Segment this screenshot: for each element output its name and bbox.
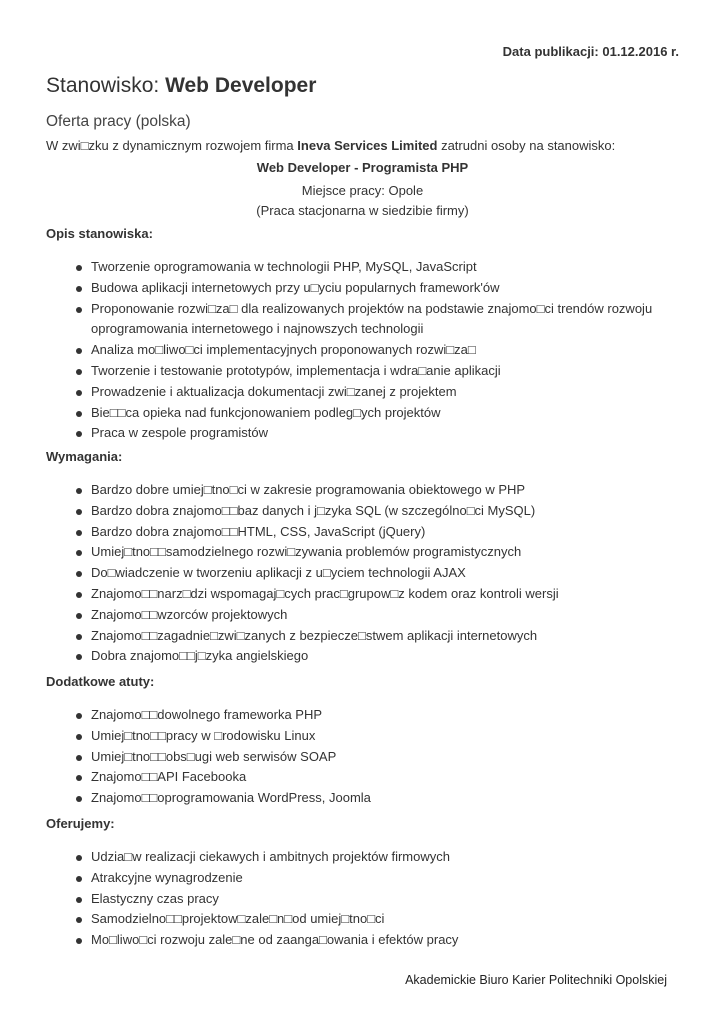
footer-organization: Akademickie Biuro Karier Politechniki Opolskiej — [405, 973, 667, 987]
list-item: Znajomo□□narz□dzi wspomagaj□cych prac□grupow□z kodem oraz kontroli wersji — [72, 584, 682, 605]
list-item: Znajomo□□API Facebooka — [72, 767, 682, 788]
offer-subtitle: Oferta pracy (polska) — [46, 113, 191, 130]
list-item: Prowadzenie i aktualizacja dokumentacji zwi□zanej z projektem — [72, 382, 682, 403]
company-name: Ineva Services Limited — [297, 138, 438, 153]
section-heading-extras: Dodatkowe atuty: — [46, 674, 155, 689]
list-item: Bardzo dobra znajomo□□HTML, CSS, JavaScript (jQuery) — [72, 522, 682, 543]
list-item: Praca w zespole programistów — [72, 423, 682, 444]
list-item: Do□wiadczenie w tworzeniu aplikacji z u□yciem technologii AJAX — [72, 563, 682, 584]
job-title: Web Developer - Programista PHP — [256, 160, 469, 175]
list-item: Atrakcyjne wynagrodzenie — [72, 868, 682, 889]
publication-date: Data publikacji: 01.12.2016 r. — [502, 44, 679, 59]
work-mode: (Praca stacjonarna w siedzibie firmy) — [256, 203, 469, 218]
list-item: Dobra znajomo□□j□zyka angielskiego — [72, 646, 682, 667]
position-name: Web Developer — [165, 74, 317, 97]
list-item: Umiej□tno□□samodzielnego rozwi□zywania problemów programistycznych — [72, 542, 682, 563]
list-item: Samodzielno□□projektow□zale□n□od umiej□tno□ci — [72, 909, 682, 930]
list-item: Tworzenie i testowanie prototypów, implementacja i wdra□anie aplikacji — [72, 361, 682, 382]
extras-list — [72, 705, 682, 809]
list-item: Znajomo□□wzorców projektowych — [72, 605, 682, 626]
list-item: Znajomo□□dowolnego frameworka PHP — [72, 705, 682, 726]
intro-after: zatrudni osoby na stanowisko: — [437, 138, 616, 153]
list-item: Znajomo□□oprogramowania WordPress, Joomla — [72, 788, 682, 809]
list-item: Budowa aplikacji internetowych przy u□yciu popularnych framework'ów — [72, 278, 682, 299]
page-title — [46, 74, 316, 98]
workplace: Miejsce pracy: Opole — [301, 183, 424, 198]
list-item: Proponowanie rozwi□za□ dla realizowanych projektów na podstawie znajomo□ci trendów rozwoju oprogramowania internetowego i najnowszych technologii — [72, 299, 682, 341]
list-item: Bardzo dobre umiej□tno□ci w zakresie programowania obiektowego w PHP — [72, 480, 682, 501]
list-item: Analiza mo□liwo□ci implementacyjnych proponowanych rozwi□za□ — [72, 340, 682, 361]
intro-text — [46, 138, 615, 153]
requirements-list — [72, 480, 682, 667]
list-item: Udzia□w realizacji ciekawych i ambitnych projektów firmowych — [72, 847, 682, 868]
list-item: Bie□□ca opieka nad funkcjonowaniem podleg□ych projektów — [72, 403, 682, 424]
list-item: Umiej□tno□□obs□ugi web serwisów SOAP — [72, 747, 682, 768]
section-heading-description: Opis stanowiska: — [46, 226, 153, 241]
list-item: Elastyczny czas pracy — [72, 889, 682, 910]
offer-list — [72, 847, 682, 951]
section-heading-offer: Oferujemy: — [46, 816, 115, 831]
title-prefix: Stanowisko: — [46, 74, 166, 97]
description-list — [72, 257, 682, 444]
list-item: Znajomo□□zagadnie□zwi□zanych z bezpiecze□stwem aplikacji internetowych — [72, 626, 682, 647]
list-item: Bardzo dobra znajomo□□baz danych i j□zyka SQL (w szczególno□ci MySQL) — [72, 501, 682, 522]
list-item: Tworzenie oprogramowania w technologii PHP, MySQL, JavaScript — [72, 257, 682, 278]
list-item: Umiej□tno□□pracy w □rodowisku Linux — [72, 726, 682, 747]
intro-before: W zwi□zku z dynamicznym rozwojem firma — [46, 138, 298, 153]
list-item: Mo□liwo□ci rozwoju zale□ne od zaanga□owania i efektów pracy — [72, 930, 682, 951]
section-heading-requirements: Wymagania: — [46, 449, 123, 464]
